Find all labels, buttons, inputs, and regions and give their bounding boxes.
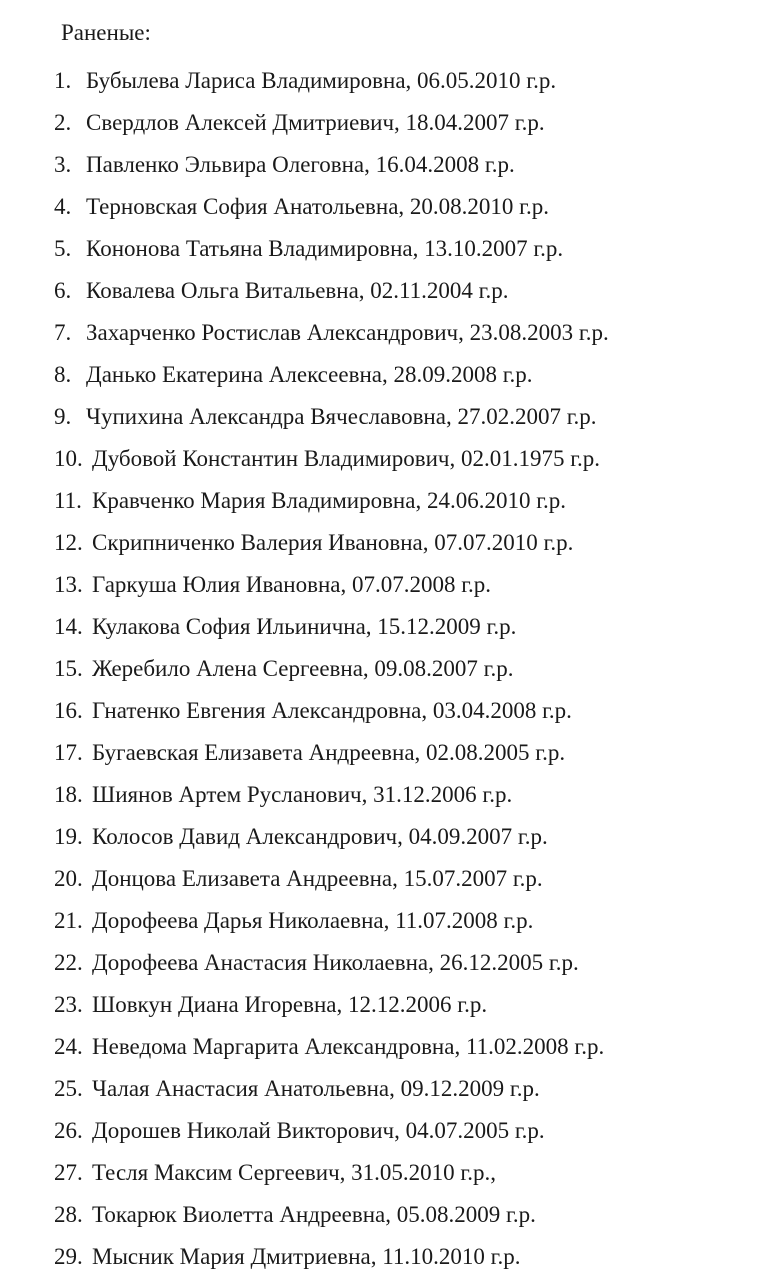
item-number: 1. [54,68,72,93]
item-number: 8. [54,362,72,387]
injured-list [54,60,609,1278]
item-text: Неведома Маргарита Александровна, 11.02.2008 г.р. [92,1034,605,1059]
item-number: 11. [54,488,82,513]
item-number: 3. [54,152,72,177]
item-number: 25. [54,1076,83,1101]
list-item [54,1110,609,1152]
list-item [54,396,609,438]
item-number: 13. [54,572,83,597]
list-item [54,942,609,984]
list-item [54,228,609,270]
item-number: 15. [54,656,83,681]
item-number: 4. [54,194,72,219]
item-text: Чалая Анастасия Анатольевна, 09.12.2009 г.р. [92,1076,540,1101]
item-number: 12. [54,530,83,555]
item-number: 27. [54,1160,83,1185]
item-text: Захарченко Ростислав Александрович, 23.08.2003 г.р. [86,320,609,345]
item-text: Кравченко Мария Владимировна, 24.06.2010 г.р. [92,488,567,513]
item-text: Свердлов Алексей Дмитриевич, 18.04.2007 г.р. [86,110,545,135]
item-text: Данько Екатерина Алексеевна, 28.09.2008 г.р. [86,362,533,387]
item-text: Шовкун Диана Игоревна, 12.12.2006 г.р. [92,992,488,1017]
item-text: Жеребило Алена Сергеевна, 09.08.2007 г.р. [92,656,514,681]
item-text: Шиянов Артем Русланович, 31.12.2006 г.р. [92,782,513,807]
item-number: 28. [54,1202,83,1227]
item-text: Бубылева Лариса Владимировна, 06.05.2010 г.р. [86,68,557,93]
list-item [54,1236,609,1278]
item-text: Терновская София Анатольевна, 20.08.2010 г.р. [86,194,549,219]
item-text: Кулакова София Ильинична, 15.12.2009 г.р. [92,614,517,639]
item-number: 10. [54,446,83,471]
item-text: Бугаевская Елизавета Андреевна, 02.08.2005 г.р. [92,740,566,765]
document-heading: Раненые: [61,20,151,45]
list-item [54,900,609,942]
list-item [54,690,609,732]
item-text: Колосов Давид Александрович, 04.09.2007 г.р. [92,824,548,849]
item-text: Павленко Эльвира Олеговна, 16.04.2008 г.р. [86,152,515,177]
list-item [54,270,609,312]
item-text: Гаркуша Юлия Ивановна, 07.07.2008 г.р. [92,572,492,597]
list-item [54,648,609,690]
list-item [54,60,609,102]
item-number: 29. [54,1244,83,1269]
list-item [54,816,609,858]
item-text: Чупихина Александра Вячеславовна, 27.02.2007 г.р. [86,404,597,429]
list-item [54,354,609,396]
list-item [54,102,609,144]
item-text: Тесля Максим Сергеевич, 31.05.2010 г.р., [92,1160,497,1185]
list-item [54,858,609,900]
item-text: Токарюк Виолетта Андреевна, 05.08.2009 г.р. [92,1202,536,1227]
item-number: 18. [54,782,83,807]
list-item [54,1068,609,1110]
item-number: 20. [54,866,83,891]
item-text: Дорофеева Дарья Николаевна, 11.07.2008 г.р. [92,908,534,933]
item-text: Дорофеева Анастасия Николаевна, 26.12.2005 г.р. [92,950,579,975]
item-text: Скрипниченко Валерия Ивановна, 07.07.2010 г.р. [92,530,574,555]
item-text: Мысник Мария Дмитриевна, 11.10.2010 г.р. [92,1244,521,1269]
list-item [54,1026,609,1068]
list-item [54,774,609,816]
item-number: 23. [54,992,83,1017]
list-item [54,1152,609,1194]
item-number: 26. [54,1118,83,1143]
list-item [54,438,609,480]
item-text: Дубовой Константин Владимирович, 02.01.1975 г.р. [92,446,601,471]
list-item [54,312,609,354]
list-item [54,606,609,648]
item-text: Дорошев Николай Викторович, 04.07.2005 г.р. [92,1118,545,1143]
item-text: Гнатенко Евгения Александровна, 03.04.2008 г.р. [92,698,572,723]
list-item [54,522,609,564]
item-number: 14. [54,614,83,639]
item-number: 22. [54,950,83,975]
list-item [54,186,609,228]
list-item [54,144,609,186]
item-text: Ковалева Ольга Витальевна, 02.11.2004 г.р. [86,278,509,303]
item-number: 24. [54,1034,83,1059]
item-number: 2. [54,110,72,135]
item-number: 17. [54,740,83,765]
item-number: 9. [54,404,72,429]
item-text: Донцова Елизавета Андреевна, 15.07.2007 г.р. [92,866,543,891]
list-item [54,1194,609,1236]
list-item [54,480,609,522]
item-number: 6. [54,278,72,303]
item-number: 21. [54,908,83,933]
item-number: 16. [54,698,83,723]
item-number: 5. [54,236,72,261]
item-number: 7. [54,320,72,345]
list-item [54,984,609,1026]
item-text: Кононова Татьяна Владимировна, 13.10.2007 г.р. [86,236,564,261]
item-number: 19. [54,824,83,849]
list-item [54,564,609,606]
list-item [54,732,609,774]
